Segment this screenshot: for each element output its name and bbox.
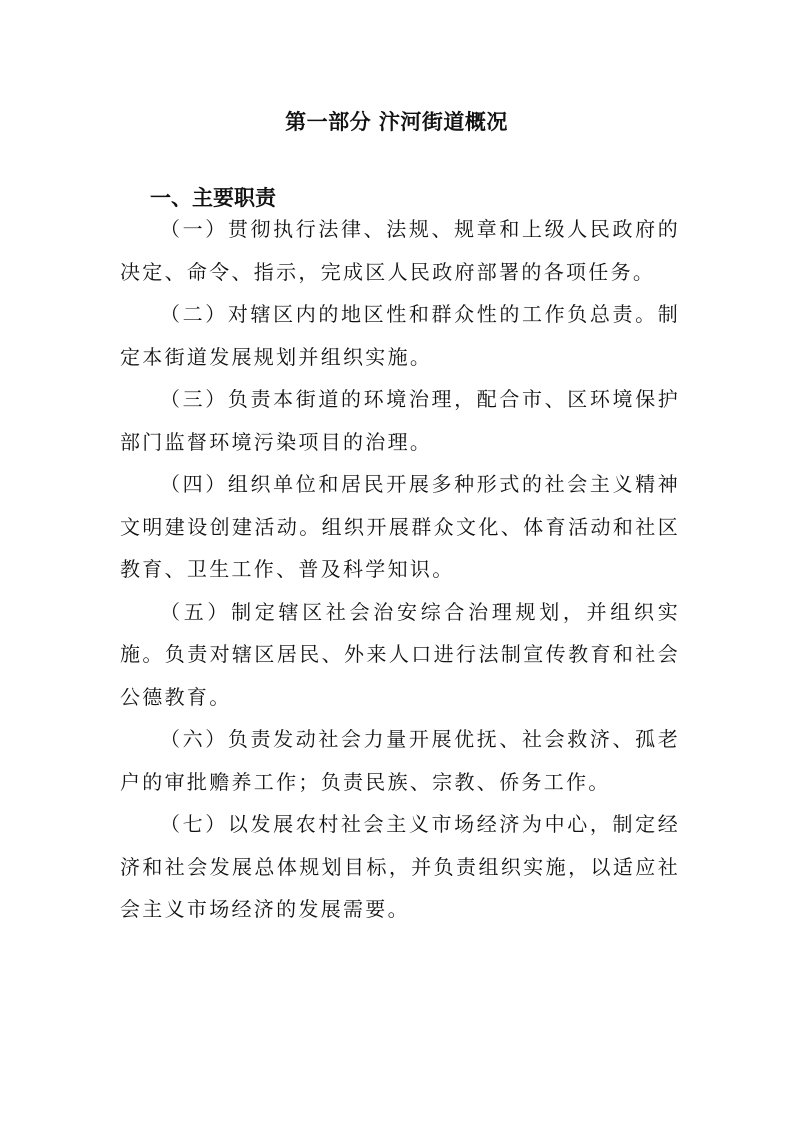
paragraph-duty-1: （一）贯彻执行法律、法规、规章和上级人民政府的决定、命令、指示，完成区人民政府部署的各项任务。 bbox=[120, 217, 680, 284]
page-title: 第一部分 汴河街道概况 bbox=[285, 110, 508, 134]
paragraph-duty-4: （四）组织单位和居民开展多种形式的社会主义精神文明建设创建活动。组织开展群众文化、体育活动和社区教育、卫生工作、普及科学知识。 bbox=[120, 472, 680, 581]
paragraph-duty-2: （二）对辖区内的地区性和群众性的工作负总责。制定本街道发展规划并组织实施。 bbox=[120, 302, 680, 369]
section-heading: 一、主要职责 bbox=[150, 185, 276, 210]
body-text bbox=[120, 208, 680, 931]
paragraph-duty-3: （三）负责本街道的环境治理，配合市、区环境保护部门监督环境污染项目的治理。 bbox=[120, 387, 680, 454]
paragraph-duty-5: （五）制定辖区社会治安综合治理规划，并组织实施。负责对辖区居民、外来人口进行法制宣传教育和社会公德教育。 bbox=[120, 599, 680, 709]
paragraph-duty-6: （六）负责发动社会力量开展优抚、社会救济、孤老户的审批赡养工作；负责民族、宗教、侨务工作。 bbox=[120, 727, 680, 794]
paragraph-duty-7: （七）以发展农村社会主义市场经济为中心，制定经济和社会发展总体规划目标，并负责组织实施，以适应社会主义市场经济的发展需要。 bbox=[120, 812, 680, 921]
